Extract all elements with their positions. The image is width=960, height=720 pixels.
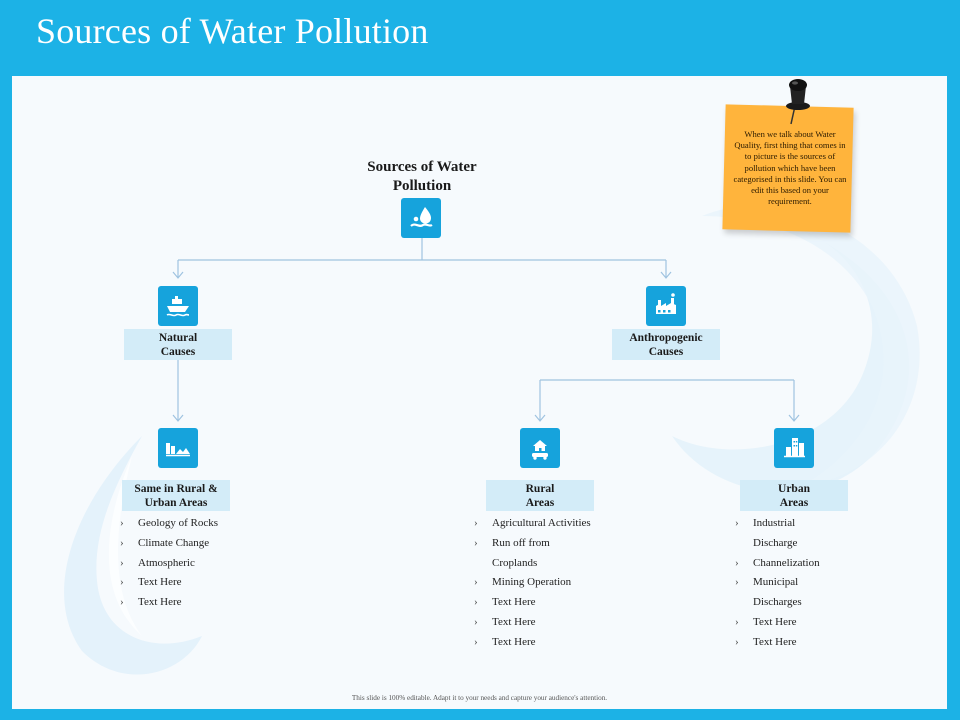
list-item — [735, 573, 905, 613]
list-item-text: Text Here — [138, 576, 182, 589]
list-item-text: Discharges — [753, 596, 802, 609]
rural-areas-label — [486, 480, 594, 511]
chevron-right-icon: › — [735, 615, 739, 628]
root-icon-box — [401, 198, 441, 238]
urban-areas-label — [740, 480, 848, 511]
chevron-right-icon: › — [474, 635, 478, 648]
list-item — [120, 514, 290, 534]
rural-label-line1: Rural — [525, 482, 555, 495]
chevron-right-icon: › — [120, 556, 124, 569]
list-item-text: Climate Change — [138, 536, 210, 549]
root-title — [342, 158, 502, 196]
list-item — [735, 633, 905, 653]
list-item-text: Text Here — [138, 596, 182, 609]
natural-causes-label — [124, 329, 232, 360]
chevron-right-icon: › — [474, 536, 478, 549]
anthropogenic-label-line1: Anthropogenic — [629, 331, 703, 344]
list-item — [474, 633, 674, 653]
chevron-right-icon: › — [474, 615, 478, 628]
list-item — [474, 573, 674, 593]
chevron-right-icon: › — [120, 536, 124, 549]
list-item-text: Run off from — [492, 536, 550, 549]
list-item-text: Channelization — [753, 556, 820, 569]
list-item — [120, 573, 290, 593]
chevron-right-icon: › — [120, 517, 124, 529]
chevron-right-icon: › — [474, 596, 478, 609]
urban-label-line1: Urban — [778, 482, 810, 495]
chevron-right-icon: › — [474, 517, 478, 529]
list-item-text: Atmospheric — [138, 556, 195, 569]
list-item-text: Text Here — [753, 615, 797, 628]
list-item — [735, 613, 905, 633]
factory-icon — [646, 286, 686, 326]
chevron-right-icon: › — [120, 596, 124, 609]
chevron-right-icon: › — [735, 576, 739, 589]
natural-icon-box — [158, 286, 198, 326]
slide-title: Sources of Water Pollution — [36, 11, 429, 51]
chevron-right-icon: › — [735, 556, 739, 569]
ship-icon — [158, 286, 198, 326]
root-title-line1: Sources of Water — [367, 159, 477, 175]
sticky-note-text: When we talk about Water Quality, first thing that comes in to picture is the sources of pollution which have been categorised in this slide. You can edit this based on your requirement. — [733, 129, 847, 207]
anthropogenic-causes-label — [612, 329, 720, 360]
list-item — [474, 514, 674, 534]
list-item — [120, 593, 290, 613]
list-item — [120, 554, 290, 574]
anthropogenic-label-line2: Causes — [648, 345, 684, 358]
rural-label-line2: Areas — [525, 496, 555, 509]
list-item-text: Text Here — [492, 635, 536, 648]
list-item-text: Industrial — [753, 517, 796, 529]
same-areas-icon-box — [158, 428, 198, 468]
natural-label-line1: Natural — [158, 331, 198, 344]
rural-areas-list — [474, 514, 674, 653]
same-areas-list — [120, 514, 290, 613]
chevron-right-icon: › — [120, 576, 124, 589]
push-pin-icon — [776, 76, 816, 128]
content-panel — [12, 76, 947, 709]
landscape-icon — [158, 428, 198, 468]
farmhouse-icon — [520, 428, 560, 468]
list-item-text: Geology of Rocks — [138, 517, 219, 529]
city-buildings-icon — [774, 428, 814, 468]
chevron-right-icon: › — [735, 517, 739, 529]
list-item — [474, 613, 674, 633]
list-item — [474, 534, 674, 574]
chevron-right-icon: › — [474, 576, 478, 589]
natural-label-line2: Causes — [160, 345, 196, 358]
urban-label-line2: Areas — [779, 496, 809, 509]
list-item-text: Croplands — [492, 556, 538, 569]
list-item-text: Agricultural Activities — [492, 517, 591, 529]
water-drop-icon — [401, 198, 441, 238]
urban-icon-box — [774, 428, 814, 468]
list-item — [120, 534, 290, 554]
list-item — [735, 554, 905, 574]
root-title-line2: Pollution — [392, 178, 452, 194]
urban-areas-list — [735, 514, 905, 653]
list-item-text: Text Here — [492, 615, 536, 628]
list-item-text: Text Here — [492, 596, 536, 609]
list-item — [735, 514, 905, 554]
chevron-right-icon: › — [735, 635, 739, 648]
list-item-text: Municipal — [753, 576, 799, 589]
list-item-text: Text Here — [753, 635, 797, 648]
list-item — [474, 593, 674, 613]
list-item-text: Discharge — [753, 536, 798, 549]
rural-icon-box — [520, 428, 560, 468]
same-areas-label — [122, 480, 230, 511]
same-label-line1: Same in Rural & — [134, 482, 218, 495]
anthropogenic-icon-box — [646, 286, 686, 326]
list-item-text: Mining Operation — [492, 576, 572, 589]
same-label-line2: Urban Areas — [144, 496, 208, 509]
slide-footer: This slide is 100% editable. Adapt it to your needs and capture your audience's attention. — [351, 694, 608, 702]
